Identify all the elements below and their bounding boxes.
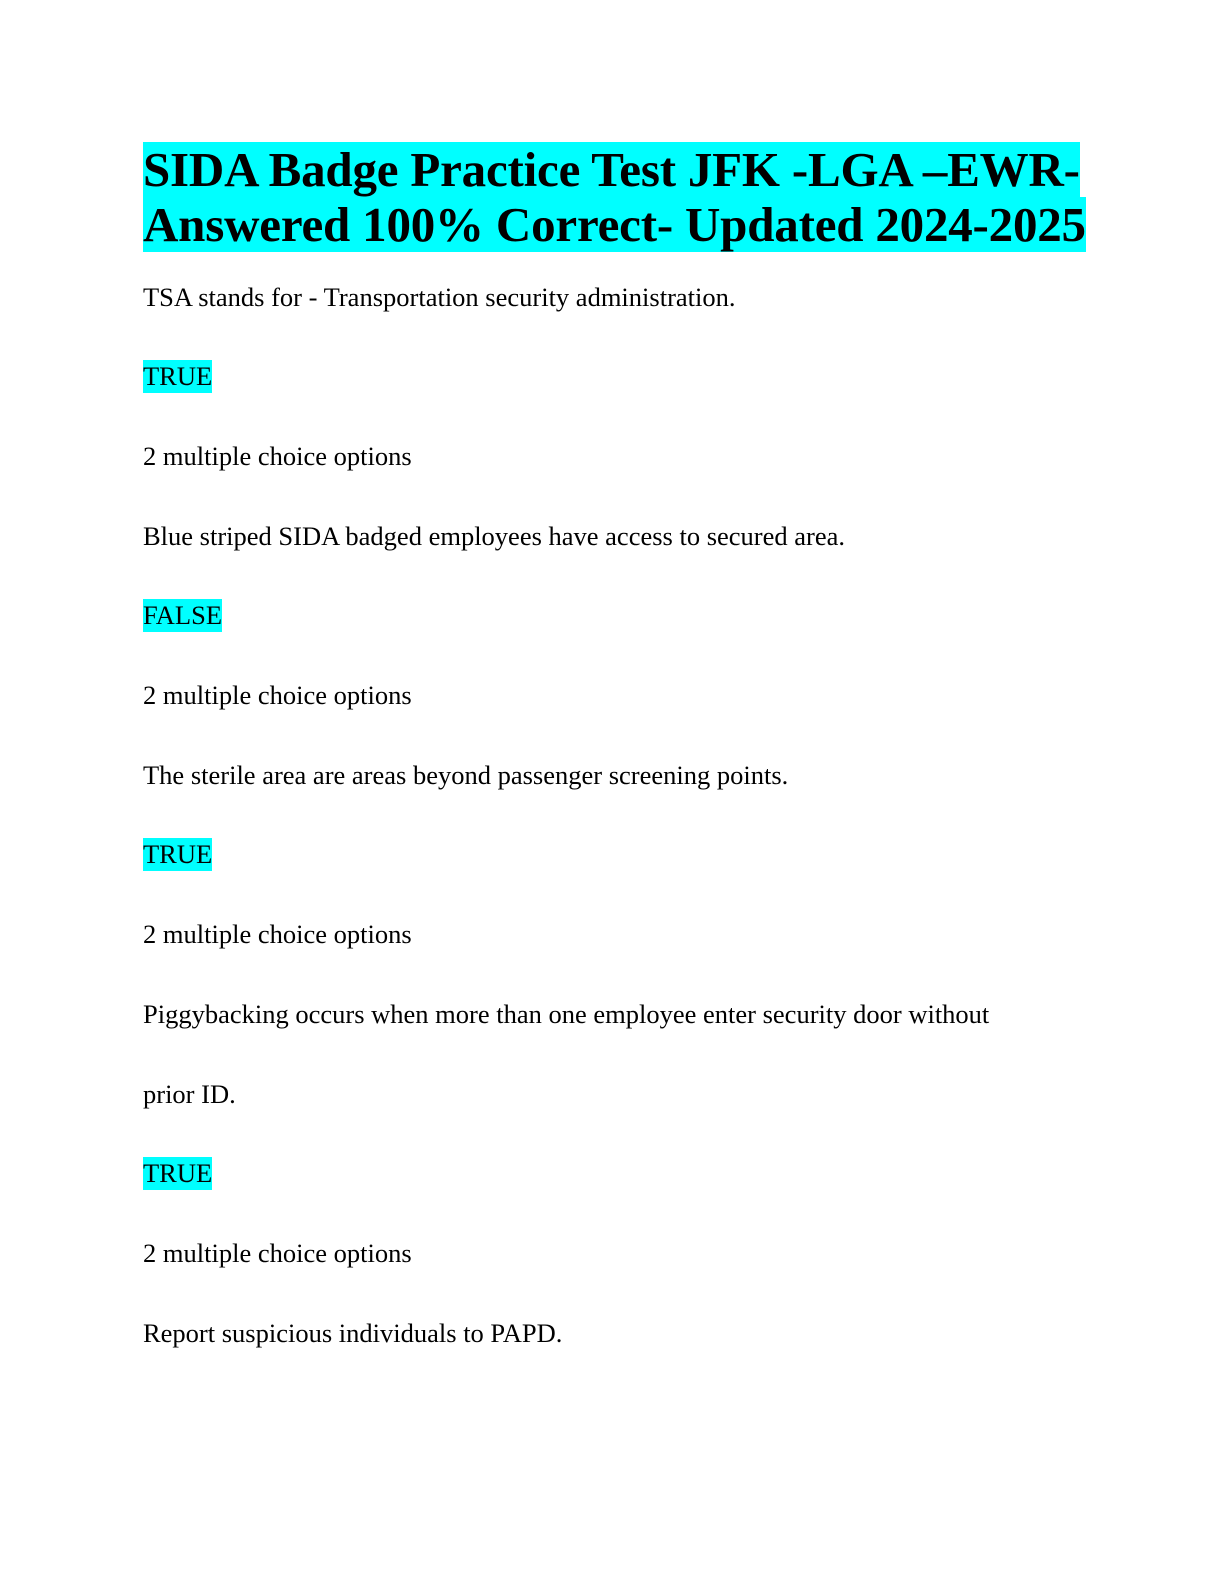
answer-badge: TRUE — [143, 1158, 213, 1188]
answer-badge: TRUE — [143, 839, 213, 869]
question-text: Report suspicious individuals to PAPD. — [143, 1318, 563, 1348]
question-text: The sterile area are areas beyond passenger screening points. — [143, 760, 789, 790]
title-line-1: SIDA Badge Practice Test JFK -LGA –EWR- — [143, 142, 1080, 197]
question-text: Blue striped SIDA badged employees have access to secured area. — [143, 521, 845, 551]
options-note: 2 multiple choice options — [143, 919, 412, 949]
answer-badge: FALSE — [143, 600, 223, 630]
answer-row — [143, 837, 212, 871]
options-note: 2 multiple choice options — [143, 1238, 412, 1268]
question-text: Piggybacking occurs when more than one employee enter security door without — [143, 999, 990, 1029]
answer-badge: TRUE — [143, 361, 213, 391]
question-text-continued: prior ID. — [143, 1079, 236, 1109]
answer-row — [143, 1156, 212, 1190]
options-note: 2 multiple choice options — [143, 441, 412, 471]
options-note: 2 multiple choice options — [143, 680, 412, 710]
answer-row — [143, 598, 222, 632]
title-line-2: Answered 100% Correct- Updated 2024-2025 — [143, 197, 1086, 252]
answer-row — [143, 359, 212, 393]
document-title — [143, 142, 1086, 252]
question-text: TSA stands for - Transportation security administration. — [143, 282, 736, 312]
